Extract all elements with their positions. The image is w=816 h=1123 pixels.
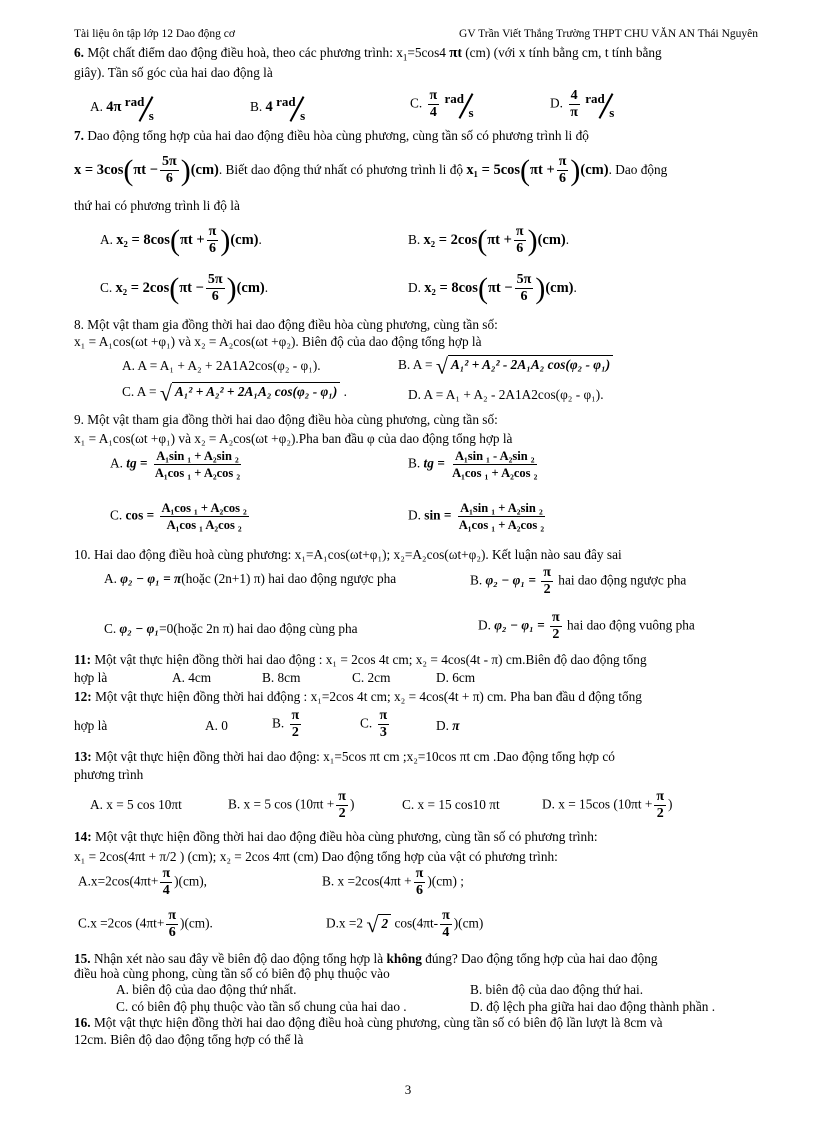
q8-option-c[interactable]: C. A = √ A₁² + A₂² + 2A₁A₂ cos(φ₂ - φ₁) . [122,380,347,406]
page-number: 3 [404,1082,412,1097]
q14-option-d[interactable]: D.x =2 √ 2 cos(4πt- $\frac{\pi}{4}$ )(cm) [326,908,484,940]
q8-option-b[interactable]: B. A = √ A₁² + A₂² - 2A₁A₂ cos(φ₂ - φ₁) [398,355,613,374]
rad-per-s-unit: rad s [124,94,154,123]
q7-line1: 7. Dao động tổng hợp của hai dao động điều hòa cùng phương, cùng tần số có phương trình li độ [74,128,589,143]
q10-line1: 10. Hai dao động điều hoà cùng phương: x₁=A₁cos(ωt+φ₁); x₂=A₂cos(ωt+φ₂). Kết luận nào sau đây sai [74,547,622,562]
q15-option-d[interactable]: D. độ lệch pha giữa hai dao động thành phần . [470,999,716,1014]
q8-option-d[interactable]: D. A = A₁ + A₂ - 2A1A2cos(φ₂ - φ₁). [408,387,604,402]
q13-line1: 13: Một vật thực hiện đồng thời hai dao động: x₁=5cos πt cm ;x₂=10cos πt cm .Dao động tổng hợp có [74,749,615,764]
header-left: Tài liệu ôn tập lớp 12 Dao động cơ [74,28,235,40]
q11-line1: 11: Một vật thực hiện đồng thời hai dao động : x₁ = 2cos 4t cm; x₂ = 4cos(4t - π) cm.Biên độ dao động tổng [74,652,647,667]
q16-line1: 16. Một vật thực hiện đồng thời hai dao động điều hoà cùng phương, cùng tần số có biên độ lần lượt là 8cm và [74,1015,663,1030]
q13-option-d[interactable]: D. x = 15cos (10πt + $\frac{\pi}{2}$ ) [542,789,673,821]
q10-option-c[interactable]: C. φ₂ − φ₁=0(hoặc 2n π) hai dao động cùng pha [104,621,358,636]
q9-option-a[interactable]: A. tg = $\frac{\text{A₁sin ₁ + A₂sin ₂}}{\text{A₁cos ₁ + A₂cos ₂}}$ [110,449,241,480]
q6-option-c[interactable]: C. $\frac{\pi}{4}$ rad s [410,88,474,120]
q13-option-b[interactable]: B. x = 5 cos (10πt + $\frac{\pi}{2}$ ) [228,789,355,821]
q12-option-c[interactable]: C. $\frac{\pi}{3}$ [360,708,388,740]
q9-option-b[interactable]: B. tg = $\frac{\text{A₁sin ₁ - A₂sin ₂}}{\text{A₁cos ₁ + A₂cos ₂}}$ [408,449,538,480]
q7-line2: x = 3cos(πt − $\frac{5\pi}{6}$ )(cm). Biết dao động thứ nhất có phương trình li độ x₁ = 5cos(πt + $\frac{\pi}{6}$ )(cm). Dao động [74,153,668,187]
q6-line1: 6. Một chất điểm dao động điều hoà, theo các phương trình: $x_1=5\cos 4$ πt (cm) (với x tính bằng cm, t tính bằng [74,45,662,63]
q15-option-a[interactable]: A. biên độ của dao động thứ nhất. [116,982,297,997]
q12-line2: hợp là [74,718,108,733]
q15-line2: điều hoà cùng phong, cùng tần số có biên độ phụ thuộc vào [74,966,390,981]
q7-option-b[interactable]: B. x₂ = 2cos(πt + $\frac{\pi}{6}$ )(cm). [408,223,570,257]
q15-option-c[interactable]: C. có biên độ phụ thuộc vào tần số chung của hai dao . [116,999,407,1014]
q12-option-a[interactable]: A. 0 [205,718,228,733]
q9-option-d[interactable]: D. sin = $\frac{\text{A₁sin ₁ + A₂sin ₂}}{\text{A₁cos ₁ + A₂cos ₂}}$ [408,501,545,532]
q14-option-b[interactable]: B. x =2cos(4πt + $\frac{\pi}{6}$ )(cm) ; [322,866,464,898]
q15-line1: 15. Nhận xét nào sau đây về biên độ dao động tổng hợp là không đúng? Dao động tổng hợp của hai dao động [74,951,658,966]
q13-option-a[interactable]: A. x = 5 cos 10πt [90,797,182,812]
q10-option-a[interactable]: A. φ₂ − φ₁ = π(hoặc (2n+1) π) hai dao động ngược pha [104,571,397,586]
q7-option-c[interactable]: C. x₂ = 2cos(πt − $\frac{5\pi}{6}$ )(cm). [100,271,269,305]
q9-line1: 9. Một vật tham gia đồng thời hai dao động điều hòa cùng phương, cùng tần số: [74,412,498,427]
q6-option-a[interactable]: A. 4π rad s [90,93,159,123]
q11-option-d[interactable]: D. 6cm [436,670,476,685]
q14-option-a[interactable]: A.x=2cos(4πt+ $\frac{\pi}{4}$ )(cm), [78,866,207,898]
q8-line2: x₁ = A₁cos(ωt +φ₁) và x₂ = A₂cos(ωt +φ₂). Biên độ của dao động tổng hợp là [74,334,482,349]
q11-option-a[interactable]: A. 4cm [172,670,212,685]
q14-option-c[interactable]: C.x =2cos (4πt+ $\frac{\pi}{6}$ )(cm). [78,908,213,940]
q6-option-d[interactable]: D. $\frac{4}{\pi}$ rad s [550,88,615,120]
q11-option-c[interactable]: C. 2cm [352,670,391,685]
q9-line2: x₁ = A₁cos(ωt +φ₁) và x₂ = A₂cos(ωt +φ₂).Pha ban đầu φ của dao động tổng hợp là [74,431,513,446]
q11-option-b[interactable]: B. 8cm [262,670,301,685]
q10-option-d[interactable]: D. φ₂ − φ₁ = $\frac{\pi}{2}$ hai dao động vuông pha [478,610,695,642]
q6-option-b[interactable]: B. 4 rad s [250,94,306,123]
q7-option-d[interactable]: D. x₂ = 8cos(πt − $\frac{5\pi}{6}$ )(cm). [408,271,577,305]
q13-line2: phương trình [74,767,144,782]
q12-option-d[interactable]: D. π [436,718,460,733]
q13-option-c[interactable]: C. x = 15 cos10 πt [402,797,500,812]
q9-option-c[interactable]: C. cos = $\frac{\text{A₁cos ₁ + A₂cos ₂}}{\text{A₁cos ₁ A₂cos ₂}}$ [110,501,247,532]
q11-line2: hợp là [74,670,108,685]
q16-line2: 12cm. Biên độ dao động tổng hợp có thể là [74,1032,304,1047]
q8-option-a[interactable]: A. A = A₁ + A₂ + 2A1A2cos(φ₂ - φ₁). [122,358,321,373]
q14-line2: x₁ = 2cos(4πt + π/2 ) (cm); x₂ = 2cos 4πt (cm) Dao động tổng hợp của vật có phương trình: [74,849,558,864]
q6-line2: giây). Tần số góc của hai dao động là [74,65,273,80]
q12-option-b[interactable]: B. $\frac{\pi}{2}$ [272,708,300,740]
q7-line3: thứ hai có phương trình li độ là [74,198,240,213]
q8-line1: 8. Một vật tham gia đồng thời hai dao động điều hòa cùng phương, cùng tần số: [74,317,498,332]
q15-option-b[interactable]: B. biên độ của dao động thứ hai. [470,982,644,997]
q14-line1: 14: Một vật thực hiện đồng thời hai dao động điều hòa cùng phương, cùng tần số có phương trình: [74,829,598,844]
header-right: GV Trần Viết Thắng Trường THPT CHU VĂN AN Thái Nguyên [459,28,758,40]
q10-option-b[interactable]: B. φ₂ − φ₁ = $\frac{\pi}{2}$ hai dao động ngược pha [470,565,687,597]
q12-line1: 12: Một vật thực hiện đồng thời hai dđộng : x₁=2cos 4t cm; x₂ = 4cos(4t + π) cm. Pha ban đầu d động tổng [74,689,642,704]
q7-option-a[interactable]: A. x₂ = 8cos(πt + $\frac{\pi}{6}$ )(cm). [100,223,262,257]
